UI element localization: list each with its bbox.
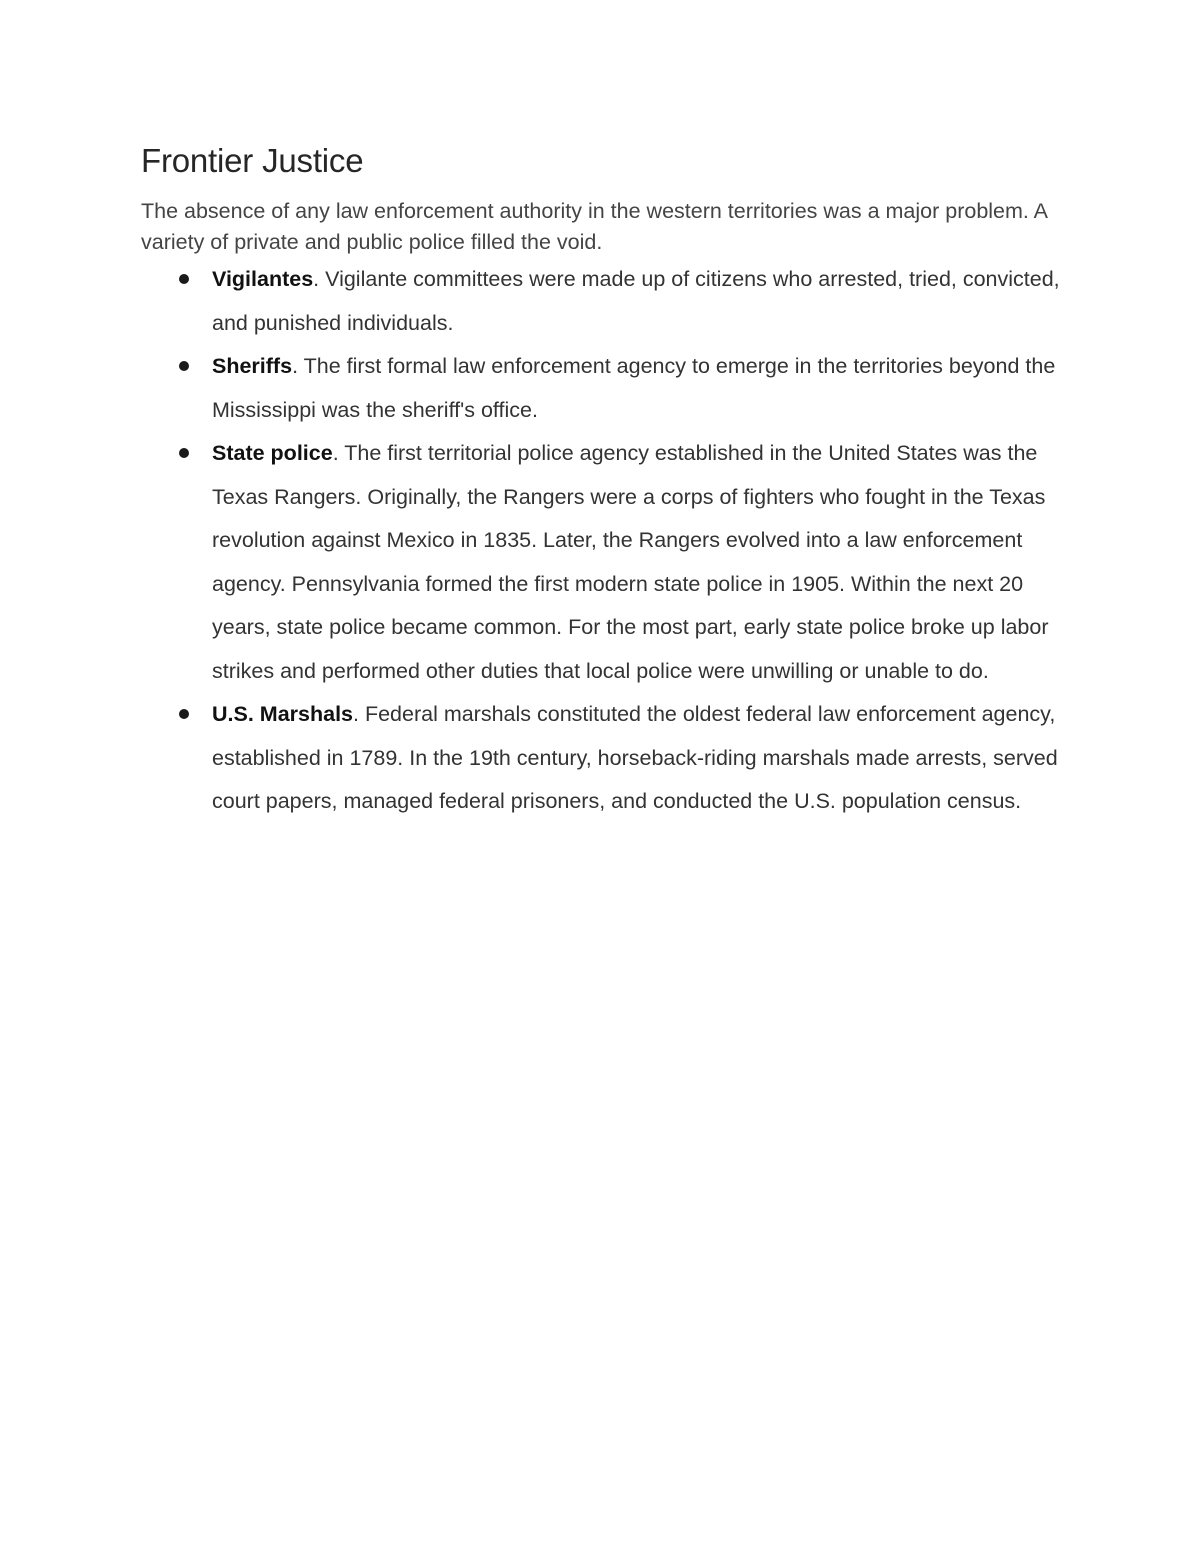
bullet-icon — [179, 709, 189, 719]
intro-paragraph: The absence of any law enforcement authority in the western territories was a major problem. A variety of private and public police filled the void. — [141, 199, 1047, 254]
item-term: Vigilantes — [212, 267, 314, 291]
list-item-state-police — [141, 432, 1061, 693]
bullet-icon — [179, 361, 189, 371]
list-item-us-marshals — [141, 693, 1061, 824]
bullet-icon — [179, 274, 189, 284]
item-term: Sheriffs — [212, 354, 293, 378]
bullet-icon — [179, 448, 189, 458]
item-term: U.S. Marshals — [212, 702, 353, 726]
item-text: . The first territorial police agency established in the United States was the Texas Rangers. Originally, the Rangers were a corps of fighters who fought in the Texas revolution against Mexico in 1835. Later, the Rangers evolved into a law enforcement agency. Pennsylvania formed the first modern state police in 1905. Within the next 20 years, state police became common. For the most part, early state police broke up labor strikes and performed other duties that local police were unwilling or unable to do. — [212, 441, 1049, 683]
item-text: . Federal marshals constituted the oldest federal law enforcement agency, established in 1789. In the 19th century, horseback-riding marshals made arrests, served court papers, managed federal prisoners, and conducted the U.S. population census. — [212, 702, 1058, 813]
document-body — [141, 138, 1061, 824]
bullet-list — [141, 258, 1061, 824]
document-title: Frontier Justice — [141, 142, 364, 179]
list-item-vigilantes — [141, 258, 1061, 345]
item-text: . Vigilante committees were made up of citizens who arrested, tried, convicted, and punished individuals. — [212, 267, 1060, 335]
item-term: State police — [212, 441, 333, 465]
item-text: . The first formal law enforcement agency to emerge in the territories beyond the Mississippi was the sheriff's office. — [212, 354, 1056, 422]
list-item-sheriffs — [141, 345, 1061, 432]
